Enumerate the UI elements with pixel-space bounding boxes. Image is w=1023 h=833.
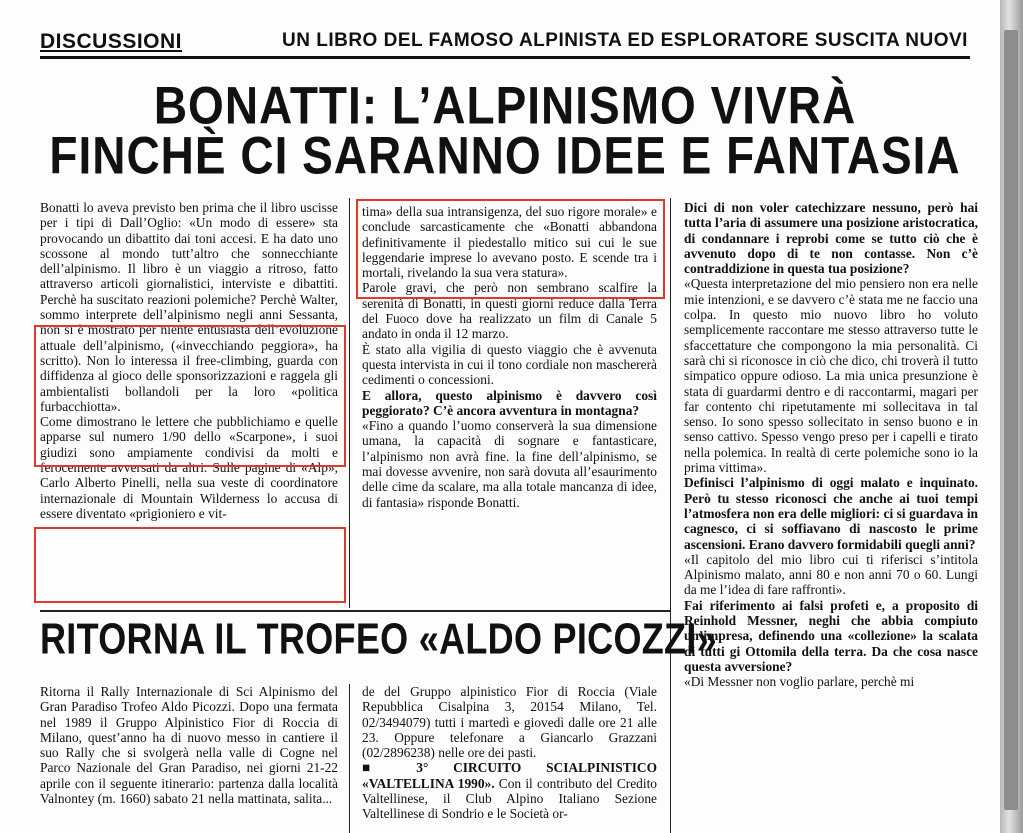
paragraph: de del Gruppo alpinistico Fior di Roccia (Viale Repubblica Cisalpina 3, 20154 Milano, Tel. 02/3494079) tutti i martedì e giovedì dalle ore 21 alle 23. Oppure telefonare a Giancarlo Grazzani (02/2896238) nelle ore dei pasti. [362, 684, 657, 761]
kicker-headline: UN LIBRO DEL FAMOSO ALPINISTA ED ESPLORATORE SUSCITA NUOVI [282, 30, 968, 51]
highlight-box-pinelli [34, 527, 346, 603]
top-rule [40, 56, 970, 59]
section-divider [40, 610, 670, 612]
paragraph: tima» della sua intransigenza, del suo rigore morale» e conclude sarcasticamente che «Bonatti abbandona definitivamente il piedestallo mitico sui cui le sue leggendarie imprese lo avevano posto. E scende tra i mortali, rivelando la sua vera statura». [362, 204, 657, 281]
highlight-box-statura [356, 199, 665, 299]
paragraph: «Il capitolo del mio libro cui ti riferisci s’intitola Alpinismo malato, anni 80 e non anni 70 o 60. Lungi da me l’idea di fare raffronti». [684, 551, 978, 598]
main-headline-line-1: BONATTI: L’ALPINISMO VIVRÀ [153, 75, 857, 135]
paragraph: Ritorna il Rally Internazionale di Sci Alpinismo del Gran Paradiso Trofeo Aldo Picozzi. Dopo una fermata nel 1989 il Gruppo Alpinistico Fior di Roccia di Milano, quest’anno ha di nuovo messo in cantiere il suo Rally che si svolgerà nella valle di Cogne nel Parco Nazionale del Gran Paradiso, nei giorni 21-22 aprile con il seguente itinerario: partenza dalla località Valnontey (m. 1660) sabato 21 nella mattinata, salita... [40, 684, 338, 807]
section-rubric: DISCUSSIONI [40, 30, 183, 53]
column-divider [349, 198, 350, 608]
paragraph: È stato alla vigilia di questo viaggio che è avvenuta questa intervista in cui il tono cordiale non maschererà cedimenti o concessioni. [362, 341, 657, 388]
scrollbar-thumb[interactable] [1004, 30, 1018, 810]
trofeo-column-1 [40, 684, 338, 806]
highlight-box-walter [34, 325, 346, 467]
paragraph [362, 760, 657, 821]
secondary-headline: RITORNA IL TROFEO «ALDO PICOZZI» [40, 613, 717, 663]
interview-question: Definisci l’alpinismo di oggi malato e inquinato. Però tu stesso riconosci che anche ai tuoi tempi l’atmosfera non era delle migliori: ci si guardava in cagnesco, ci si soffiavano di nascosto le prime ascensioni. Erano davvero formidabili quegli anni? [684, 475, 978, 552]
paragraph: Come dimostrano le lettere che pubblichiamo e quelle apparse sul numero 1/90 dello «Scarpone», i suoi giudizi sono ampiamente condivisi da molti e ferocemente avversati da altri. Sulle pagine di «Alp», Carlo Alberto Pinelli, nella sua veste di coordinatore internazionale di Mountain Wilderness lo accusa di essere diventato «prigioniero e vit- [40, 414, 338, 521]
trofeo-column-2 [362, 684, 657, 822]
paragraph: Parole gravi, che però non sembrano scalfire la serenità di Bonatti, in questi giorni reduce dalla Terra del Fuoco dove ha realizzato un film di Canale 5 andato in onda il 12 marzo. [362, 280, 657, 342]
column-divider [349, 684, 350, 833]
interview-question: Dici di non voler catechizzare nessuno, però hai tutta l’aria di assumere una posizione aristocratica, di condannare i reprobi come se tutto ciò che è avvenuto dopo di te non contasse. Non c’è contraddizione in questa tua posizione? [684, 200, 978, 277]
paragraph: Bonatti lo aveva previsto ben prima che il libro uscisse per i tipi di Dall’Oglio: «Un modo di essere» sta provocando un dibattito dai toni accesi. E ha dato uno scossone al mondo tutt’altro che sonnecchiante dell’alpinismo. Il libro è un viaggio a ritroso, fatto attraverso articoli giornalistici, interviste e dibattiti. Perchè ha suscitato reazioni polemiche? Perchè Walter, sommo interprete dell’alpinismo negli anni Sessanta, non si è mostrato per niente entusiasta dell’evoluzione attuale dell’alpinismo, («invecchiando peggiora», ha scritto). Non lo interessa il free-climbing, guarda con diffidenza al gioco delle sponsorizzazioni e raggela gli ambientalisti bollandoli per la loro «politica furbacchiotta». [40, 200, 338, 414]
paragraph: «Di Messner non voglio parlare, perchè mi [684, 674, 915, 690]
interview-question: Fai riferimento ai falsi profeti e, a proposito di Reinhold Messner, neghi che abbia compiuto un’impresa, definendo una «collezione» la scalata di tutti gi Ottomila della terra. Da che cosa nasce questa avversione? [684, 597, 978, 674]
column-divider [670, 198, 671, 833]
event-text: Con il contributo del Credito Valtellinese, il Club Alpino Italiano Sezione Valtellinese di Sondrio e le Società or- [362, 775, 657, 822]
event-title: ■ 3° CIRCUITO SCIALPINISTICO «VALTELLINA 1990». [362, 760, 657, 791]
main-headline-line-2: FINCHÈ CI SARANNO IDEE E FANTASIA [49, 125, 961, 185]
paragraph: «Fino a quando l’uomo conserverà la sua dimensione umana, la capacità di sognare e fantasticare, l’alpinismo non avrà fine. la fine dell’alpinismo, se mai dovesse avvenire, non sarà dovuta all’esaurimento delle cime da scalare, ma alla totale mancanza di idee, di fantasia» risponde Bonatti. [362, 418, 657, 510]
article-column-3 [684, 200, 978, 690]
paragraph: «Questa interpretazione del mio pensiero non era nelle mie intenzioni, e se davvero c’è stata me ne faccio una colpa. In questo mio nuovo libro ho voluto semplicemente raccontare me stesso attraverso tutte le sfaccettature che compongono la mia personalità. Ci sarà chi si riconosce in ciò che dico, chi troverà il tutto simpatico oppure odioso. La mia unica presunzione è stata di guardarmi dentro e di raccontarmi, magari per far contento chi ripetutamente mi sollecitava in tal senso. Io sono spesso sollecitato in senso buono e in senso cattivo. Spesso vengo preso per i capelli e tirato nella polemica. In realtà di certe polemiche sono io la prima vittima». [684, 276, 978, 476]
vertical-scrollbar[interactable] [1000, 0, 1023, 833]
interview-question: E allora, questo alpinismo è davvero così peggiorato? C’è ancora avventura in montagna? [362, 387, 657, 418]
